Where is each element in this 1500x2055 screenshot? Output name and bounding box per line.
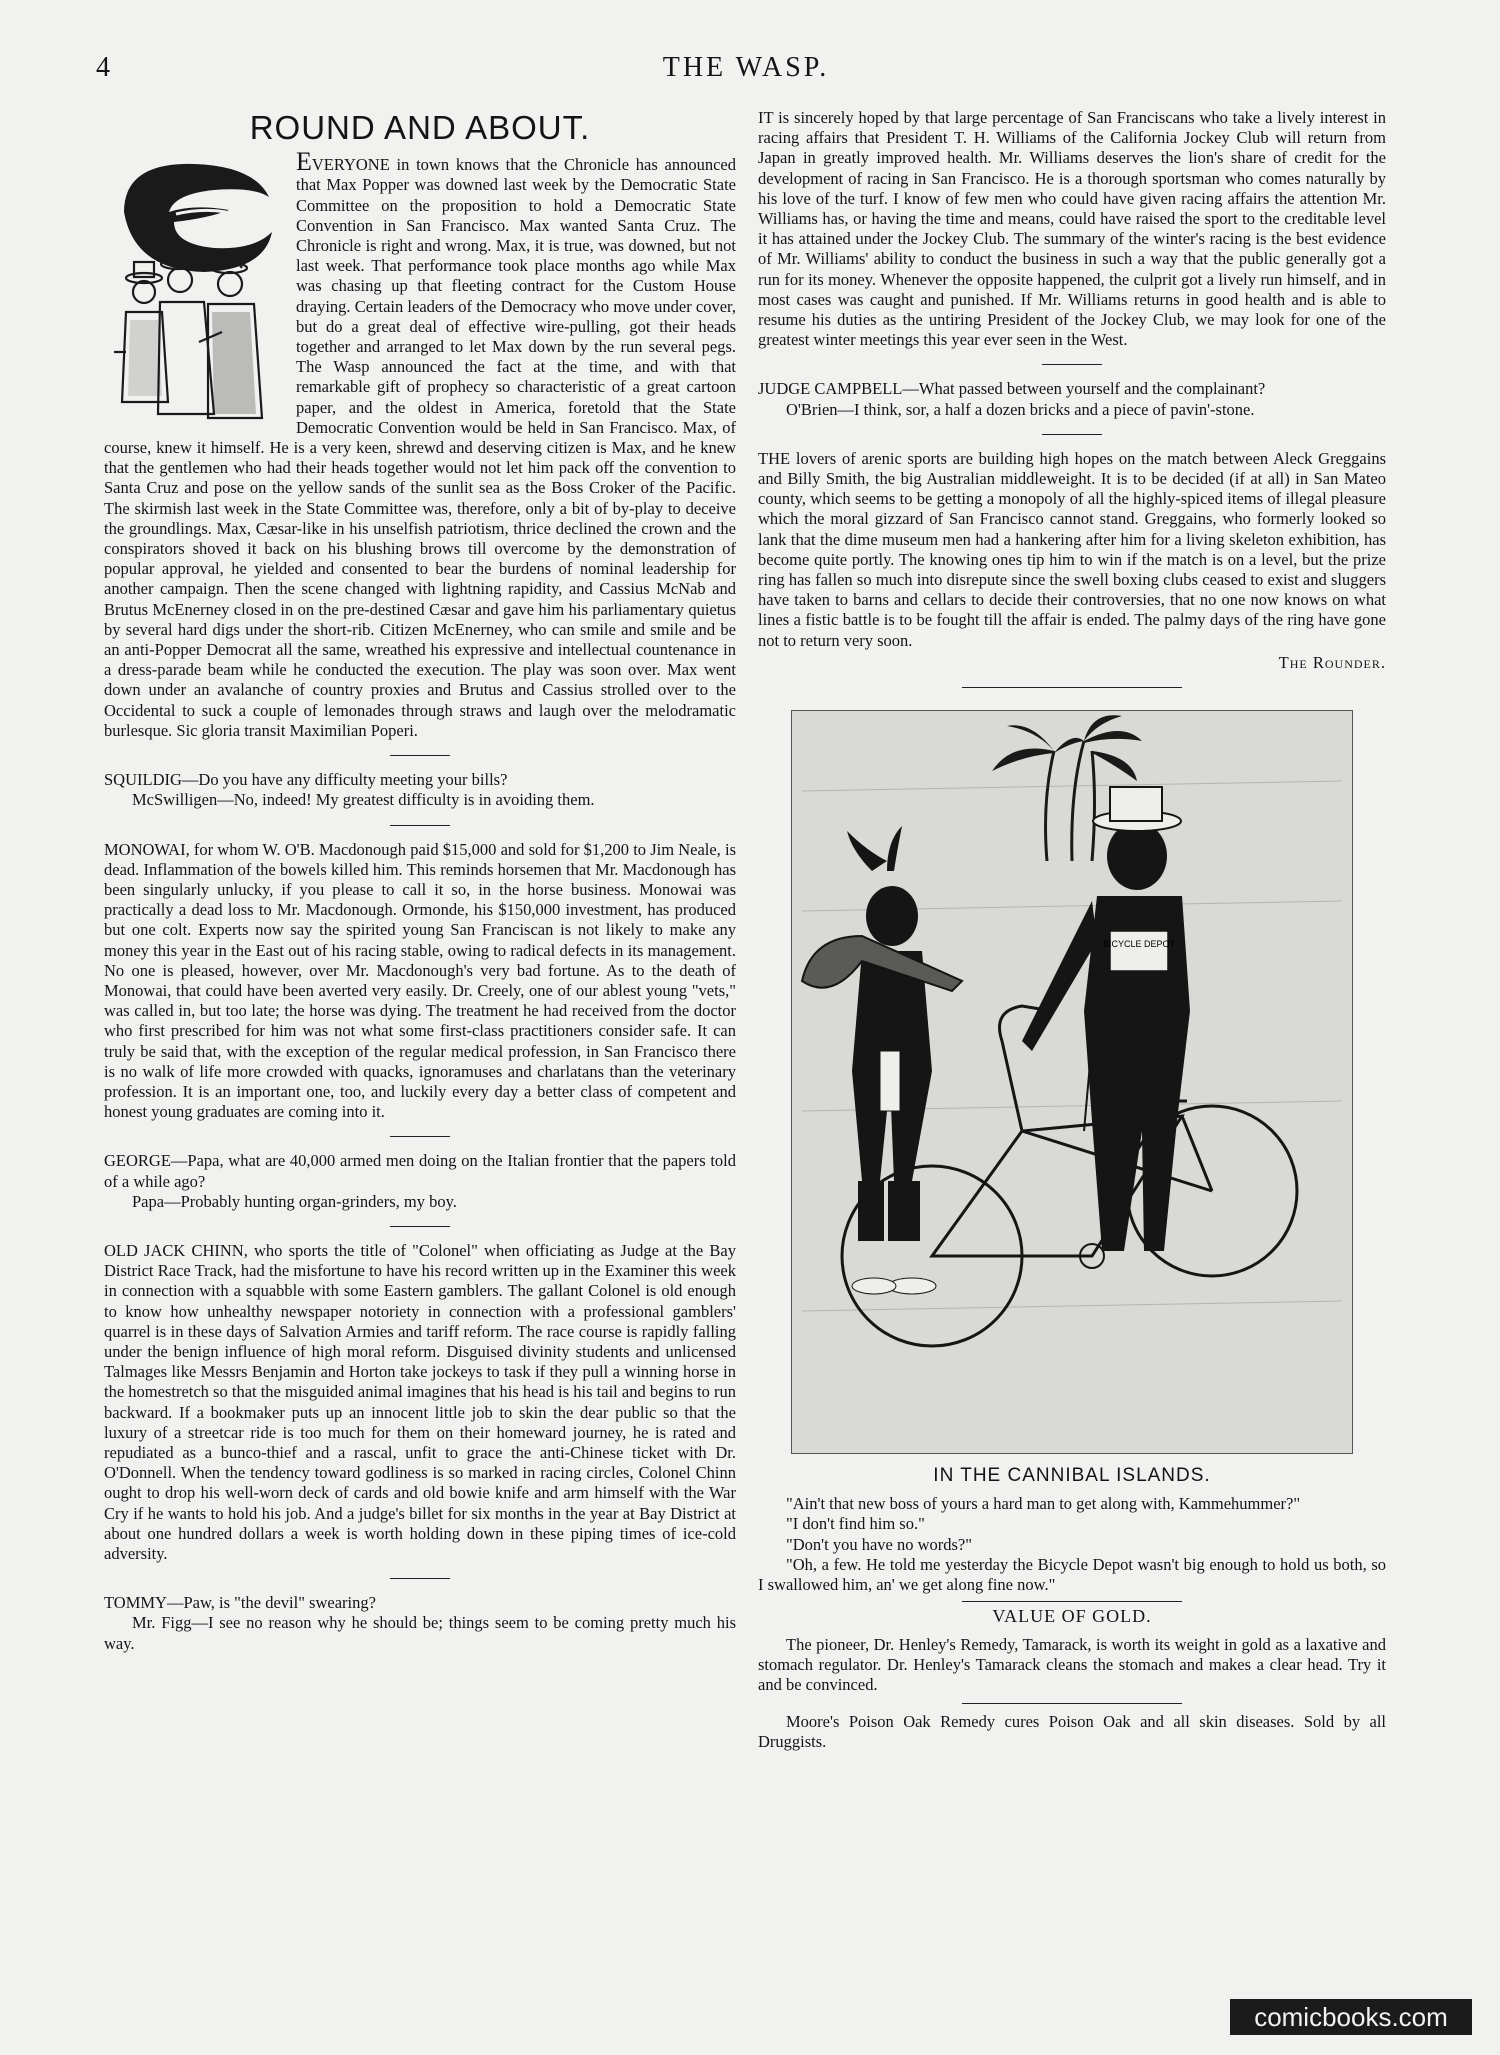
- right-column: [758, 108, 1386, 1753]
- campbell-question: JUDGE CAMPBELL—What passed between yourself and the complainant?: [758, 379, 1266, 399]
- intro-lead-letter: E: [296, 147, 312, 177]
- divider: [1042, 364, 1102, 365]
- arenic-article: THE lovers of arenic sports are building high hopes on the match between Aleck Greggains and Billy Smith, the big Australian middleweight. It is to be decided (if at all) in San Mateo county, which seems to be getting a monopoly of all the highly-spiced items of illegal pleasure which the moral gizzard of San Francisco cannot stand. Greggains, who formerly looked so lank that the dime museum men had a hankering after him for a living skeleton exhibition, has become quite portly. The knowing ones tip him to win if the match is on a level, but the prize ring has fallen so much into disrepute since the swell boxing clubs ceased to exist and sluggers have taken to barns and cellars to decide their controversies, that no one now knows on what lines a fistic battle is to be fought till the affair is ended. The palmy days of the ring have gone not to return very soon.: [758, 448, 1386, 650]
- george-answer: Papa—Probably hunting organ-grinders, my boy.: [132, 1191, 457, 1211]
- divider: [962, 687, 1182, 688]
- squildig-answer: McSwilligen—No, indeed! My greatest difficulty is in avoiding them.: [132, 790, 595, 810]
- intro-text: VERYONE in town knows that the Chronicle has announced that Max Popper was downed last week by the Democratic State Committee on the proposition to hold a Democratic State Convention in San Francisco. Max wanted Santa Cruz. The Chronicle is right and wrong. Max, it is true, was downed, but not last week. That performance took place months ago while Max was chasing up that fleeting contract for the Custom House draying. Certain leaders of the Democracy who move under cover, but do a great deal of effective wire-pulling, got their heads together and arranged to let Max down by the run several pegs. The Wasp announced the fact at the time, and with that remarkable gift of prophecy so characteristic of a great cartoon paper, and the oldest in America, foretold that the State Democratic Convention would be held in San Francisco. Max, of course, knew it himself. He is a very keen, shrewd and deserving citizen is Max, and he knew that the gentlemen who had their heads together would not let him pack off the convention to Santa Cruz and pose on the yellow sands of the sunlit sea as the Boss Croker of the Pacific. The skirmish last week in the State Committee was, therefore, only a bit of by-play to deceive the groundlings. Max, Cæsar-like in his unselfish patriotism, thrice declined the crown and the conspirators shoved it back on his blushing brows till overcome by the demonstration of popular approval, he yielded and consented to bear the burdens of nominal leadership for another campaign. Then the scene changed with lightning rapidity, and Cassius McNab and Brutus McEnerney closed in on the pre-destined Cæsar and gave him his parliamentary quietus by several hard digs under the short-rib. Citizen McEnerney, who can smile and smile and be an anti-Popper Democrat all the same, wreathed his expressive and intellectual countenance in a dress-parade beam while he conducted the execution. The play was soon over. Max went down under an avalanche of country proxies and Brutus and Cassius strolled over to the Occidental to suck a couple of lemonades through straws and laugh over the melodramatic burlesque. Sic gloria transit Maximilian Poperi.: [104, 155, 736, 740]
- divider: [390, 1226, 450, 1227]
- monowai-article: MONOWAI, for whom W. O'B. Macdonough paid $15,000 and sold for $1,200 to Jim Neale, is dead. Inflammation of the bowels killed him. This reminds horsemen that Mr. Macdonough has been singularly unlucky, if you please to call it so, in the horse business. Monowai was practically a dead loss to Mr. Macdonough. Ormonde, his $150,000 investment, has produced but one colt. Experts now say the spirited young San Franciscan is not likely to make any money this year in the East out of his racing stable, owing to radical defects in its management. No one is pleased, however, over Mr. Macdonough's very bad fortune. As to the death of Monowai, that could have been averted very easily. Dr. Creely, one of our ablest young "vets," was called in, but too late; the horse was dying. The treatment he had received from the doctor who first prescribed for him was not what some first-class practitioners consider safe. It can truly be said that, with the exception of the regular medical profession, in San Francisco there is no walk of life more crowded with quacks, ignoramuses and charlatans than the veterinary profession. It is an important one, too, and luckily every day a better class of competent and honest young graduates are coming into it.: [104, 839, 736, 1122]
- cartoon-quote-2: "I don't find him so.": [786, 1514, 925, 1534]
- cartoon-quote-4: "Oh, a few. He told me yesterday the Bicycle Depot wasn't big enough to hold us both, so I swallowed him, an' we get along fine now.": [758, 1554, 1386, 1595]
- divider: [390, 1136, 450, 1137]
- divider: [390, 825, 450, 826]
- intro-article: [104, 147, 736, 741]
- cartoon-title: IN THE CANNIBAL ISLANDS.: [933, 1465, 1211, 1487]
- williams-article: IT is sincerely hoped by that large percentage of San Franciscans who take a lively interest in racing affairs that President T. H. Williams of the California Jockey Club will return from Japan in greatly improved health. Mr. Williams deserves the lion's share of credit for the development of racing in San Francisco. He is a thorough sportsman who comes naturally by his love of the turf. I know of few men who could have given racing affairs the attention Mr. Williams has, or having the time and means, could have raised the sport to the creditable level it has attained under the Jockey Club. The summary of the winter's racing is the best evidence of Mr. Williams' ability to conduct the business in such a way that the public generally got a run for its money. Whenever the opposite happened, the culprit got a lively run himself, and in most cases was caught and punished. If Mr. Williams returns in good health and is able to resume his duties as the untiring President of the Jockey Club, we may look for one of the greatest winter meetings this year ever seen in the West.: [758, 108, 1386, 350]
- cartoon-quote-3: "Don't you have no words?": [786, 1534, 972, 1554]
- tommy-question: TOMMY—Paw, is "the devil" swearing?: [104, 1593, 376, 1613]
- ad-poison-oak: Moore's Poison Oak Remedy cures Poison Oak and all skin diseases. Sold by all Druggists.: [758, 1712, 1386, 1752]
- signature: The Rounder.: [1278, 652, 1386, 672]
- divider: [1042, 434, 1102, 435]
- page-header: [96, 52, 1396, 92]
- masthead: THE WASP.: [662, 52, 830, 83]
- divider: [962, 1703, 1182, 1704]
- chinn-article: OLD JACK CHINN, who sports the title of "Colonel" when officiating as Judge at the Bay District Race Track, had the misfortune to have his record written up in the Examiner this week in connection with a squabble with some Eastern gamblers. The gallant Colonel is old enough to know how unhealthy newspaper notoriety in connection with a professional gamblers' quarrel is in these days of Salvation Armies and tariff reform. The race course is rapidly falling under the benign influence of high moral reform. Disguised divinity students and unlicensed Talmages like Messrs Benjamin and Horton take jockeys to task if they pull a winning horse in the homestretch so that the misguided animal imagines that his head is his tail and begins to run backward. If a bookmaker puts up an innocent little job to skin the dear public so that the luxury of a streetcar ride is too much for them on their homeward journey, he is rated and repudiated as a bunco-thief and a rascal, unfit to grace the anti-Chinese ticket with Dr. O'Donnell. When the tendency toward godliness is so marked in racing circles, Colonel Chinn ought to drop his well-worn deck of cards and old bowie knife and arm himself with the War Cry if he wants to hold his job. And a judge's billet for six months in the year at Bay District at about one hundred dollars a week is worth holding down in these piping times of ice-cold adversity.: [104, 1240, 736, 1563]
- divider: [962, 1601, 1182, 1602]
- drop-cap-illustration: [104, 152, 284, 428]
- page-number: 4: [96, 52, 110, 83]
- campbell-answer: O'Brien—I think, sor, a half a dozen bricks and a piece of pavin'-stone.: [786, 399, 1255, 419]
- left-column: [104, 108, 736, 1654]
- cartoon-illustration: [791, 710, 1353, 1454]
- tommy-answer: Mr. Figg—I see no reason why he should be; things seem to be coming pretty much his way.: [104, 1613, 736, 1653]
- divider: [390, 1578, 450, 1579]
- ad-gold-title: VALUE OF GOLD.: [992, 1606, 1152, 1627]
- cartoon-sign-text: BICYCLE DEPOT: [1102, 939, 1176, 950]
- section-title: ROUND AND ABOUT.: [249, 109, 591, 146]
- watermark: comicbooks.com: [1230, 1999, 1472, 2035]
- squildig-question: SQUILDIG—Do you have any difficulty meeting your bills?: [104, 770, 508, 790]
- divider: [390, 755, 450, 756]
- ad-gold-text: The pioneer, Dr. Henley's Remedy, Tamarack, is worth its weight in gold as a laxative and stomach regulator. Dr. Henley's Tamarack cleans the stomach and makes a clear head. Try it and be convinced.: [758, 1634, 1386, 1694]
- cartoon-quote-1: "Ain't that new boss of yours a hard man to get along with, Kammehummer?": [786, 1494, 1301, 1514]
- george-question: GEORGE—Papa, what are 40,000 armed men doing on the Italian frontier that the papers told of a while ago?: [104, 1151, 736, 1191]
